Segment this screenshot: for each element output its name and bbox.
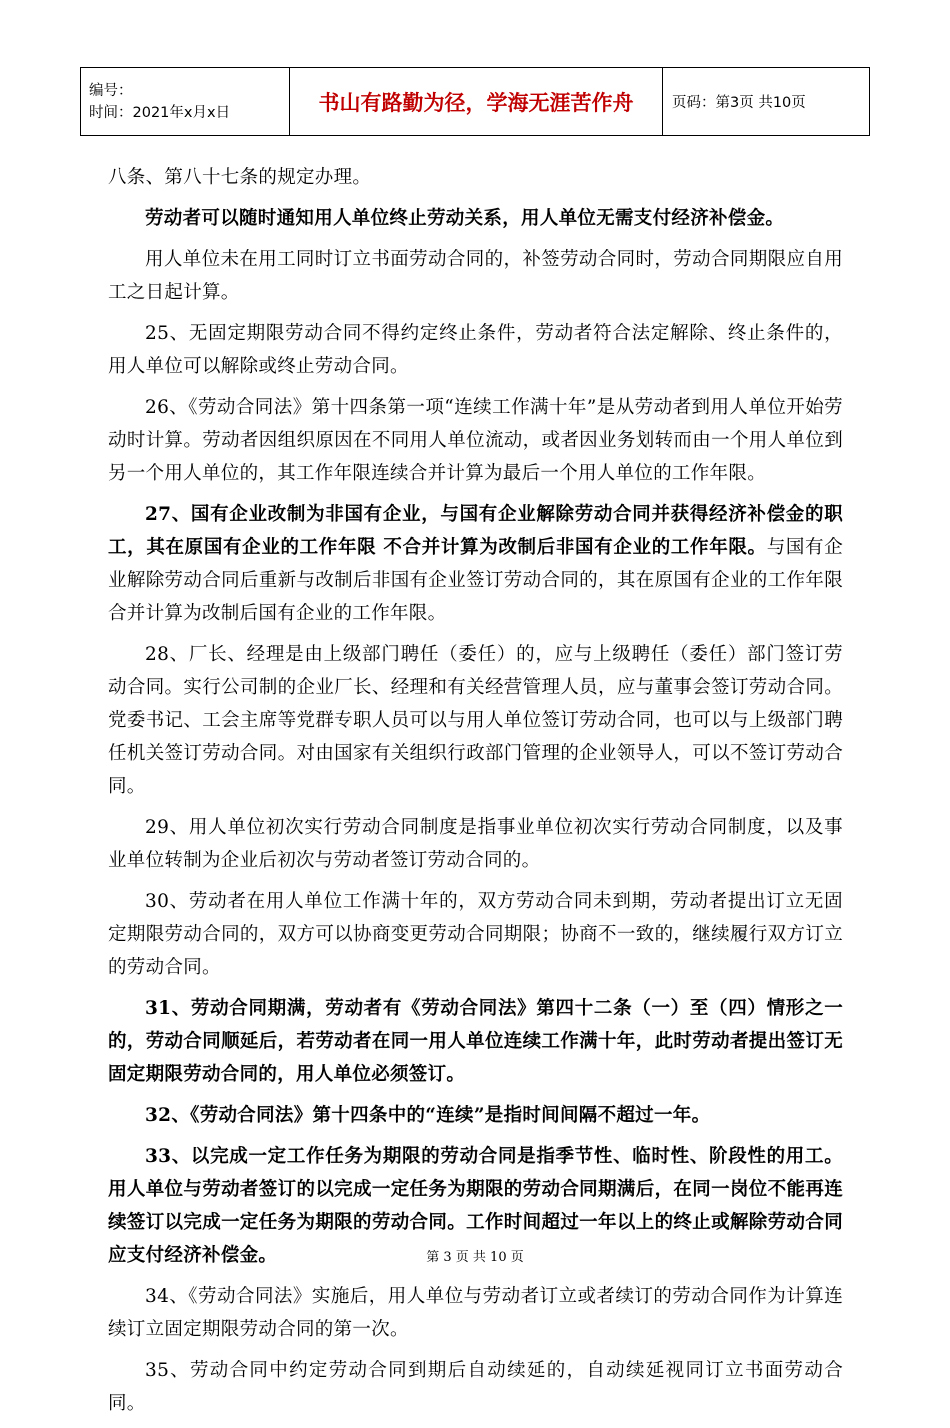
paragraph-text: 26、《劳动合同法》第十四条第一项“连续工作满十年”是从劳动者到用人单位开始劳动时计算。劳动者因组织原因在不同用人单位流动，或者因业务划转而由一个用人单位到另一个用人单位的，其工作年限连续合并计算为最后一个用人单位的工作年限。 — [108, 397, 843, 484]
paragraph — [108, 391, 843, 490]
paragraph-text: 28、厂长、经理是由上级部门聘任（委任）的，应与上级聘任（委任）部门签订劳动合同。实行公司制的企业厂长、经理和有关经营管理人员，应与董事会签订劳动合同。党委书记、工会主席等党群专职人员可以与用人单位签订劳动合同，也可以与上级部门聘任机关签订劳动合同。对由国家有关组织行政部门管理的企业领导人，可以不签订劳动合同。 — [108, 644, 843, 797]
document-body — [108, 161, 843, 1428]
paragraph — [108, 498, 843, 630]
time-label: 时间：2021年x月x日 — [89, 104, 231, 121]
header-page-code: 页码：第3页 共10页 — [663, 68, 870, 136]
header-left-cell — [81, 68, 290, 136]
paragraph-text: 34、《劳动合同法》实施后，用人单位与劳动者订立或者续订的劳动合同作为计算连续订立固定期限劳动合同的第一次。 — [108, 1286, 843, 1340]
paragraph — [108, 885, 843, 984]
paragraph — [108, 161, 843, 194]
paragraph — [108, 1354, 843, 1420]
paragraph — [108, 811, 843, 877]
page-footer: 第 3 页 共 10 页 — [426, 1250, 524, 1265]
paragraph-text: 35、劳动合同中约定劳动合同到期后自动续延的，自动续延视同订立书面劳动合同。 — [108, 1360, 843, 1414]
number-label: 编号： — [89, 82, 133, 99]
paragraph — [108, 638, 843, 803]
header-motto: 书山有路勤为径，学海无涯苦作舟 — [290, 68, 663, 136]
document-header — [80, 67, 870, 136]
paragraph-bold-text: 32、《劳动合同法》第十四条中的“连续”是指时间间隔不超过一年。 — [145, 1105, 711, 1126]
paragraph-text: 与国有企业解除劳动合同后重新与改制后非国有企业签订劳动合同的，其在原国有企业的工作年限合并计算为改制后国有企业的工作年限。 — [108, 537, 843, 624]
paragraph-text: 25、无固定期限劳动合同不得约定终止条件，劳动者符合法定解除、终止条件的，用人单位可以解除或终止劳动合同。 — [108, 323, 843, 377]
paragraph — [108, 1280, 843, 1346]
paragraph-bold-text: 31、劳动合同期满，劳动者有《劳动合同法》第四十二条（一）至（四）情形之一的，劳动合同顺延后，若劳动者在同一用人单位连续工作满十年，此时劳动者提出签订无固定期限劳动合同的，用人单位必须签订。 — [108, 998, 843, 1085]
paragraph-bold-text: 27、国有企业改制为非国有企业，与国有企业解除劳动合同并获得经济补偿金的职工，其在原国有企业的工作年限 不合并计算为改制后非国有企业的工作年限。 — [108, 504, 843, 558]
paragraph-text: 30、劳动者在用人单位工作满十年的，双方劳动合同未到期，劳动者提出订立无固定期限劳动合同的，双方可以协商变更劳动合同期限；协商不一致的，继续履行双方订立的劳动合同。 — [108, 891, 843, 978]
paragraph-text: 八条、第八十七条的规定办理。 — [108, 167, 372, 188]
paragraph — [108, 992, 843, 1091]
paragraph — [108, 243, 843, 309]
paragraph-bold-text: 劳动者可以随时通知用人单位终止劳动关系，用人单位无需支付经济补偿金。 — [145, 208, 785, 229]
paragraph — [108, 317, 843, 383]
paragraph-text: 用人单位未在用工同时订立书面劳动合同的，补签劳动合同时，劳动合同期限应自用工之日起计算。 — [108, 249, 843, 303]
paragraph-text: 29、用人单位初次实行劳动合同制度是指事业单位初次实行劳动合同制度，以及事业单位转制为企业后初次与劳动者签订劳动合同的。 — [108, 817, 843, 871]
paragraph-bold-text: 33、以完成一定工作任务为期限的劳动合同是指季节性、临时性、阶段性的用工。用人单位与劳动者签订的以完成一定任务为期限的劳动合同期满后，在同一岗位不能再连续签订以完成一定任务为期限的劳动合同。工作时间超过一年以上的终止或解除劳动合同应支付经济补偿金。 — [108, 1146, 843, 1266]
paragraph — [108, 202, 843, 235]
paragraph — [108, 1099, 843, 1132]
